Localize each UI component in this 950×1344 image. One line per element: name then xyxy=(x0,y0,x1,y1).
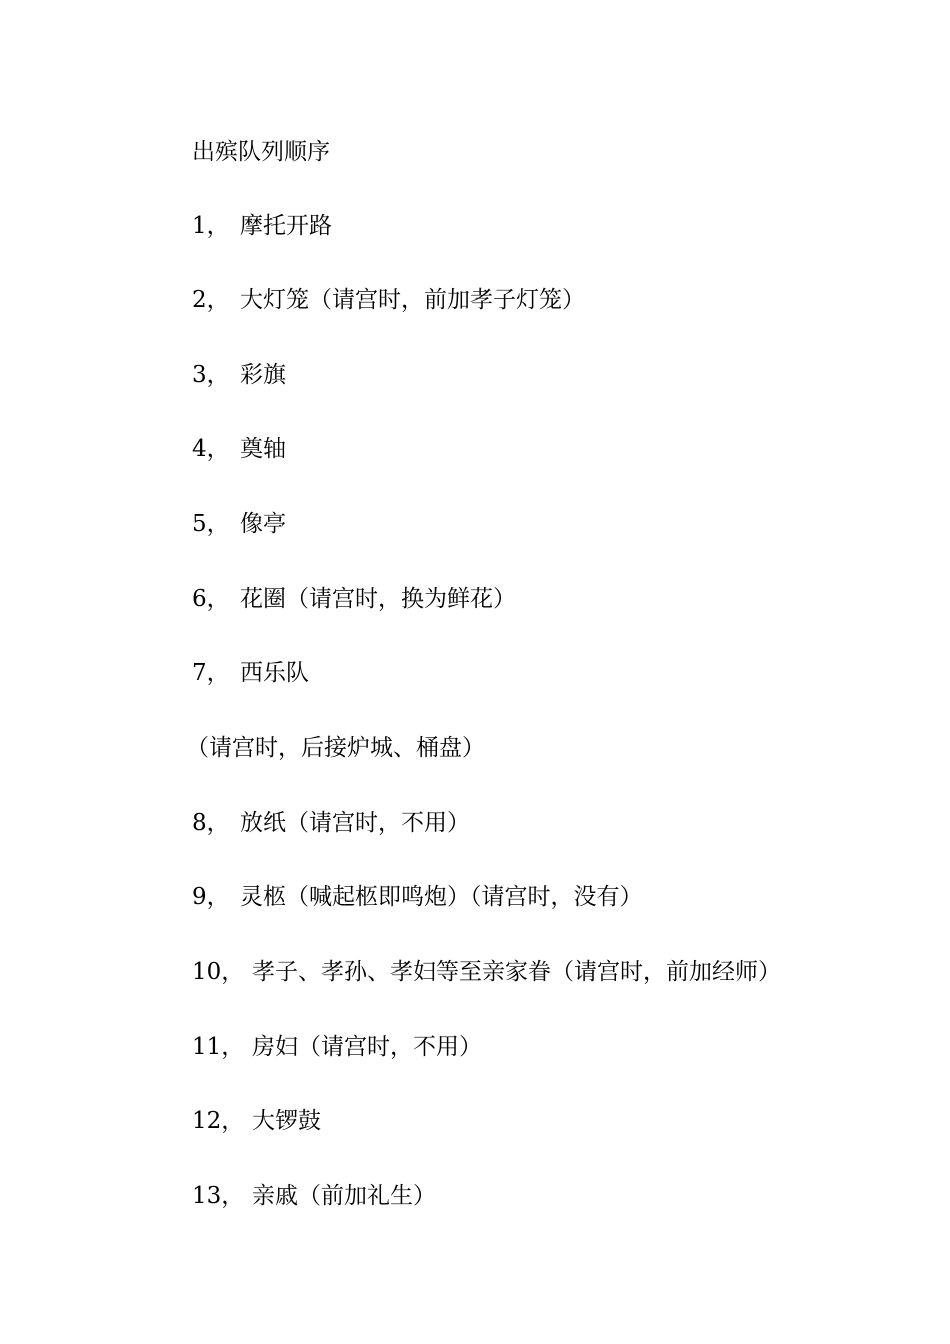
list-item xyxy=(192,1032,482,1062)
list-item xyxy=(192,882,643,912)
item-number: 9， xyxy=(192,884,230,910)
list-item xyxy=(192,434,286,464)
item-number: 3， xyxy=(192,362,230,388)
list-item xyxy=(192,658,309,688)
item-text: 摩托开路 xyxy=(240,213,332,239)
item-text: 西乐队 xyxy=(240,660,309,686)
list-note: （请宫时，后接炉城、桶盘） xyxy=(186,735,485,761)
item-number: 12， xyxy=(192,1108,245,1134)
item-text: 亲戚（前加礼生） xyxy=(252,1183,436,1209)
item-text: 花圈（请宫时，换为鲜花） xyxy=(240,586,516,612)
item-text: 大锣鼓 xyxy=(252,1108,321,1134)
page-title: 出殡队列顺序 xyxy=(192,139,330,165)
list-item xyxy=(192,1106,321,1136)
list-item xyxy=(192,285,585,315)
list-item xyxy=(192,808,470,838)
list-item xyxy=(192,957,781,987)
item-text: 像亭 xyxy=(240,511,286,537)
item-text: 大灯笼（请宫时，前加孝子灯笼） xyxy=(240,287,585,313)
list-item xyxy=(192,509,286,539)
list-item xyxy=(192,360,286,390)
item-number: 5， xyxy=(192,511,230,537)
item-number: 4， xyxy=(192,436,230,462)
item-number: 7， xyxy=(192,660,230,686)
item-text: 放纸（请宫时，不用） xyxy=(240,810,470,836)
item-number: 11， xyxy=(192,1034,245,1060)
item-number: 6， xyxy=(192,586,230,612)
item-number: 10， xyxy=(192,959,245,985)
item-text: 奠轴 xyxy=(240,436,286,462)
list-item xyxy=(192,1181,436,1211)
item-text: 彩旗 xyxy=(240,362,286,388)
item-number: 2， xyxy=(192,287,230,313)
item-text: 灵柩（喊起柩即鸣炮）（请宫时，没有） xyxy=(240,884,643,910)
item-text: 房妇（请宫时，不用） xyxy=(252,1034,482,1060)
list-item xyxy=(192,211,332,241)
list-item xyxy=(192,584,516,614)
item-number: 13， xyxy=(192,1183,245,1209)
item-text: 孝子、孝孙、孝妇等至亲家眷（请宫时，前加经师） xyxy=(252,959,781,985)
item-number: 8， xyxy=(192,810,230,836)
item-number: 1， xyxy=(192,213,230,239)
